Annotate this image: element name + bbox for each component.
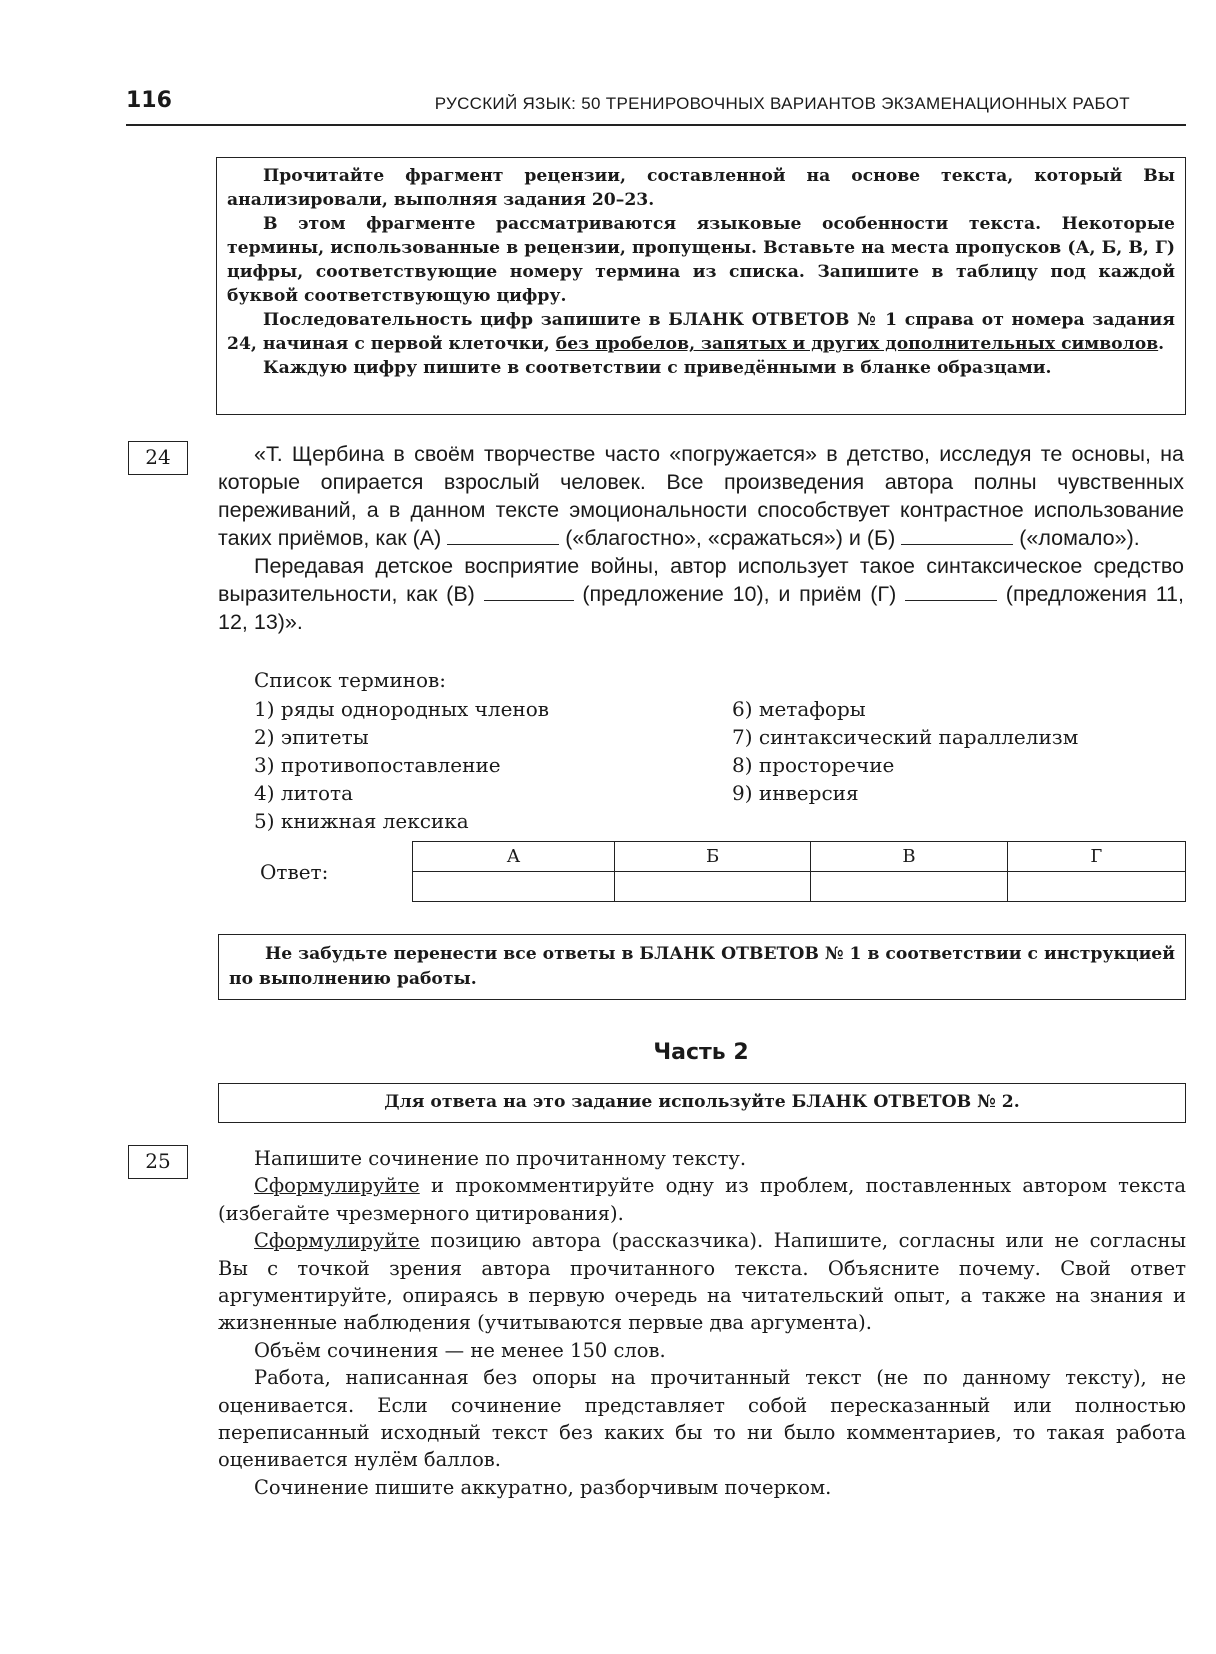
term-item: 4) литота <box>254 781 354 805</box>
answer-label: Ответ: <box>260 860 329 884</box>
answer-cell-b[interactable] <box>614 872 810 902</box>
task24-paragraph-1 <box>218 440 1184 552</box>
task25-p1: Напишите сочинение по прочитанному тексту. <box>254 1147 747 1170</box>
task24-para1-c: («ломало»). <box>1019 526 1140 550</box>
blank-v[interactable] <box>484 582 574 601</box>
task24-review-text <box>218 440 1184 636</box>
blank-a[interactable] <box>447 526 559 545</box>
reminder-text: Не забудьте перенести все ответы в БЛАНК ОТВЕТОВ № 1 в соответствии с инструкцией по выполнению работы. <box>229 944 1175 989</box>
task-number-25: 25 <box>128 1145 188 1179</box>
instructions-p2: В этом фрагменте рассматриваются языковые особенности текста. Некоторые термины, использованные в рецензии, пропущены. Вставьте на места пропусков (А, Б, В, Г) цифры, соответствующие номеру термина из списка. Запишите в таблицу под каждой буквой соответствующую цифру. <box>227 214 1175 306</box>
task25-p6: Сочинение пишите аккуратно, разборчивым почерком. <box>254 1475 832 1499</box>
task24-para1-a: «Т. Щербина в своём творчестве часто «погружается» в детство, исследуя те основы, на которые опирается взрослый человек. Все произведения автора полны чувственных переживаний, а в данном тексте эмоциональности способствует контрастное использование таких приёмов, как (А) <box>218 442 1184 550</box>
terms-list-right <box>732 695 1078 807</box>
instructions-p3-start: Последовательность цифр запишите в БЛАНК ОТВЕТОВ № 1 справа от номера задания 24, начиная с первой клеточки, <box>227 310 1175 354</box>
instructions-p4: Каждую цифру пишите в соответствии с приведёнными в бланке образцами. <box>263 358 1052 378</box>
instructions-p3-underlined: без пробелов, запятых и других дополнительных символов <box>555 334 1159 354</box>
answer-col-g: Г <box>1007 842 1185 872</box>
task25-p3-rest: позицию автора (рассказчика). Напишите, согласны или не согласны Вы с точкой зрения автора прочитанного текста. Объясните почему. Свой ответ аргументируйте, опираясь в первую очередь на читательский опыт, а также на знания и жизненные наблюдения (учитываются первые два аргумента). <box>218 1229 1186 1335</box>
term-item: 6) метафоры <box>732 697 866 721</box>
answer-table <box>412 841 1186 902</box>
instructions-p3-end: . <box>1158 334 1165 354</box>
blank-b[interactable] <box>901 526 1013 545</box>
task25-p2-rest: и прокомментируйте одну из проблем, поставленных автором текста (избегайте чрезмерного цитирования). <box>218 1174 1186 1225</box>
term-item: 9) инверсия <box>732 781 859 805</box>
term-item: 2) эпитеты <box>254 725 369 749</box>
task24-para2-c: (предложения 11, 12, 13)». <box>218 582 1184 634</box>
answer-cell-a[interactable] <box>413 872 615 902</box>
term-item: 3) противопоставление <box>254 753 501 777</box>
answer-cell-g[interactable] <box>1007 872 1185 902</box>
task25-p2 <box>218 1172 1186 1227</box>
instructions-box <box>216 157 1186 415</box>
task25-p2-underlined: Сформулируйте <box>254 1174 420 1198</box>
answer-col-a: А <box>413 842 615 872</box>
answer-col-b: Б <box>614 842 810 872</box>
term-item: 1) ряды однородных членов <box>254 697 550 721</box>
term-item: 5) книжная лексика <box>254 809 469 833</box>
page-number: 116 <box>126 88 172 113</box>
terms-title: Список терминов: <box>254 668 447 692</box>
task25-p3-underlined: Сформулируйте <box>254 1229 420 1253</box>
instructions-p1: Прочитайте фрагмент рецензии, составленной на основе текста, который Вы анализировали, выполняя задания 20–23. <box>227 166 1175 210</box>
part-2-title: Часть 2 <box>653 1040 749 1065</box>
reminder-box <box>218 934 1186 1000</box>
term-item: 7) синтаксический параллелизм <box>732 725 1079 749</box>
terms-list-left <box>254 695 549 835</box>
task25-p3 <box>218 1227 1186 1337</box>
task24-paragraph-2 <box>218 552 1184 636</box>
blank-g[interactable] <box>905 582 997 601</box>
task24-para2-b: (предложение 10), и приём (Г) <box>582 582 897 606</box>
term-item: 8) просторечие <box>732 753 895 777</box>
part2-note-box: Для ответа на это задание используйте БЛАНК ОТВЕТОВ № 2. <box>218 1083 1186 1123</box>
instructions-p3 <box>227 308 1175 356</box>
answer-col-v: В <box>811 842 1007 872</box>
task-number-24: 24 <box>128 441 188 475</box>
task24-para1-b: («благостно», «сражаться») и (Б) <box>565 526 896 550</box>
answer-cell-v[interactable] <box>811 872 1007 902</box>
answer-table-header <box>413 842 1186 872</box>
header-divider <box>126 124 1186 126</box>
running-title: РУССКИЙ ЯЗЫК: 50 ТРЕНИРОВОЧНЫХ ВАРИАНТОВ ЭКЗАМЕНАЦИОННЫХ РАБОТ <box>434 94 1130 113</box>
task25-text <box>218 1145 1186 1501</box>
answer-table-input-row <box>413 872 1186 902</box>
task25-p4: Объём сочинения — не менее 150 слов. <box>254 1338 666 1362</box>
task24-para2-a: Передавая детское восприятие войны, автор использует такое синтаксическое средство выразительности, как (В) <box>218 554 1184 606</box>
task25-p5: Работа, написанная без опоры на прочитанный текст (не по данному тексту), не оценивается. Если сочинение представляет собой пересказанный или полностью переписанный исходный текст без каких бы то ни было комментариев, то такая работа оценивается нулём баллов. <box>218 1366 1186 1472</box>
